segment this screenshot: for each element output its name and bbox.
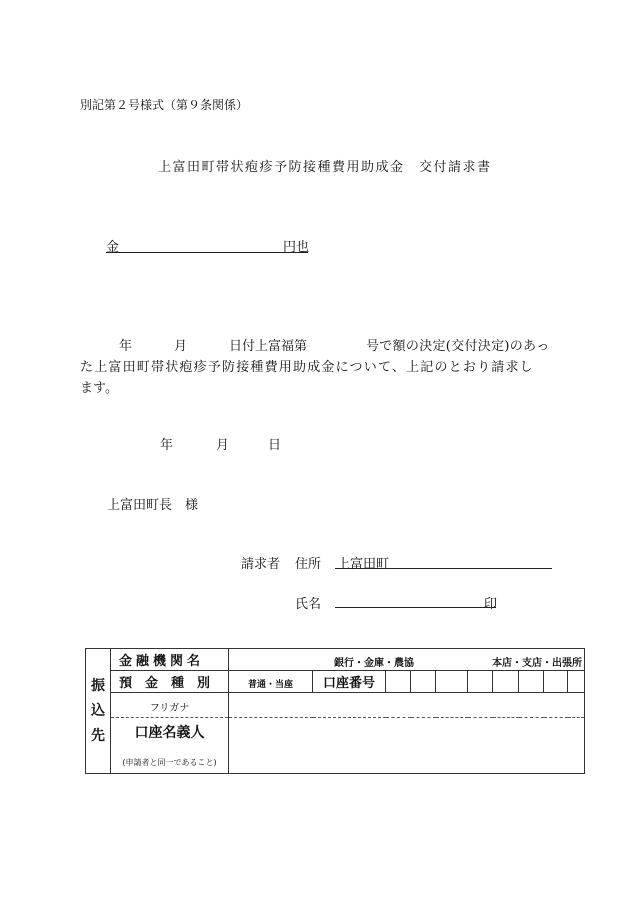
account-digit-1[interactable]: [386, 671, 411, 693]
account-digit-4[interactable]: [468, 671, 493, 693]
institution-input-cell[interactable]: [229, 649, 585, 671]
date-day: 日: [268, 438, 282, 453]
account-type-label: 預 金 種 別: [119, 676, 211, 691]
furigana-label-cell: [111, 693, 229, 718]
account-digit-6[interactable]: [519, 671, 544, 693]
body-day-ref: 日付上富福第: [229, 339, 308, 354]
side-char-2: 込: [91, 702, 105, 719]
account-digit-3[interactable]: [436, 671, 468, 693]
address-label: 住所: [295, 557, 322, 572]
institution-label-cell: [111, 649, 229, 671]
amount-prefix: 金: [106, 240, 120, 255]
account-type-options-cell[interactable]: [229, 671, 313, 693]
form-reference: 別記第２号様式（第９条関係）: [80, 98, 249, 112]
furigana-input-cell[interactable]: [229, 693, 585, 718]
institution-types: 銀行・金庫・農協: [334, 658, 414, 669]
side-char-3: 先: [91, 727, 105, 744]
holder-note: (申請者と同一であること): [122, 757, 217, 767]
account-digit-7[interactable]: [544, 671, 568, 693]
account-digit-2[interactable]: [411, 671, 436, 693]
account-type-options: 普通・当座: [247, 680, 293, 690]
amount-underline: [106, 252, 308, 253]
address-value[interactable]: 上富田町: [337, 557, 390, 572]
body-line2: た上富田町帯状疱疹予防接種費用助成金について、上記のとおり請求し: [80, 360, 534, 375]
holder-note-cell: [111, 746, 229, 774]
address-underline: [335, 568, 552, 569]
account-digit-5[interactable]: [493, 671, 519, 693]
name-underline: [335, 607, 496, 608]
holder-label-cell: [111, 718, 229, 746]
bank-transfer-table: [85, 648, 585, 774]
side-char-1: 振: [91, 677, 105, 694]
branch-types: 本店・支店・出張所: [492, 658, 583, 669]
date-month: 月: [216, 438, 230, 453]
seal-mark: 印: [484, 597, 498, 612]
page-title: 上富田町帯状疱疹予防接種費用助成金 交付請求書: [158, 160, 492, 175]
account-type-label-cell: [111, 671, 229, 693]
amount-suffix: 円也: [283, 240, 310, 255]
transfer-side-label: [86, 649, 111, 774]
institution-label: 金融機関名: [119, 654, 205, 669]
addressee: 上富田町長 様: [107, 498, 199, 513]
account-number-label: 口座番号: [322, 676, 375, 691]
name-label: 氏名: [295, 597, 322, 612]
holder-label: 口座名義人: [134, 724, 205, 741]
date-year: 年: [160, 438, 174, 453]
body-year: 年: [119, 339, 133, 354]
body-line3: ます。: [80, 381, 118, 396]
claimant-label: 請求者: [241, 557, 281, 572]
furigana-label: フリガナ: [149, 702, 190, 714]
account-number-label-cell: [313, 671, 386, 693]
account-digit-8[interactable]: [568, 671, 585, 693]
body-month: 月: [174, 339, 188, 354]
holder-input-cell[interactable]: [229, 718, 585, 774]
body-line1-tail: 号で額の決定(交付決定)のあっ: [366, 339, 550, 354]
